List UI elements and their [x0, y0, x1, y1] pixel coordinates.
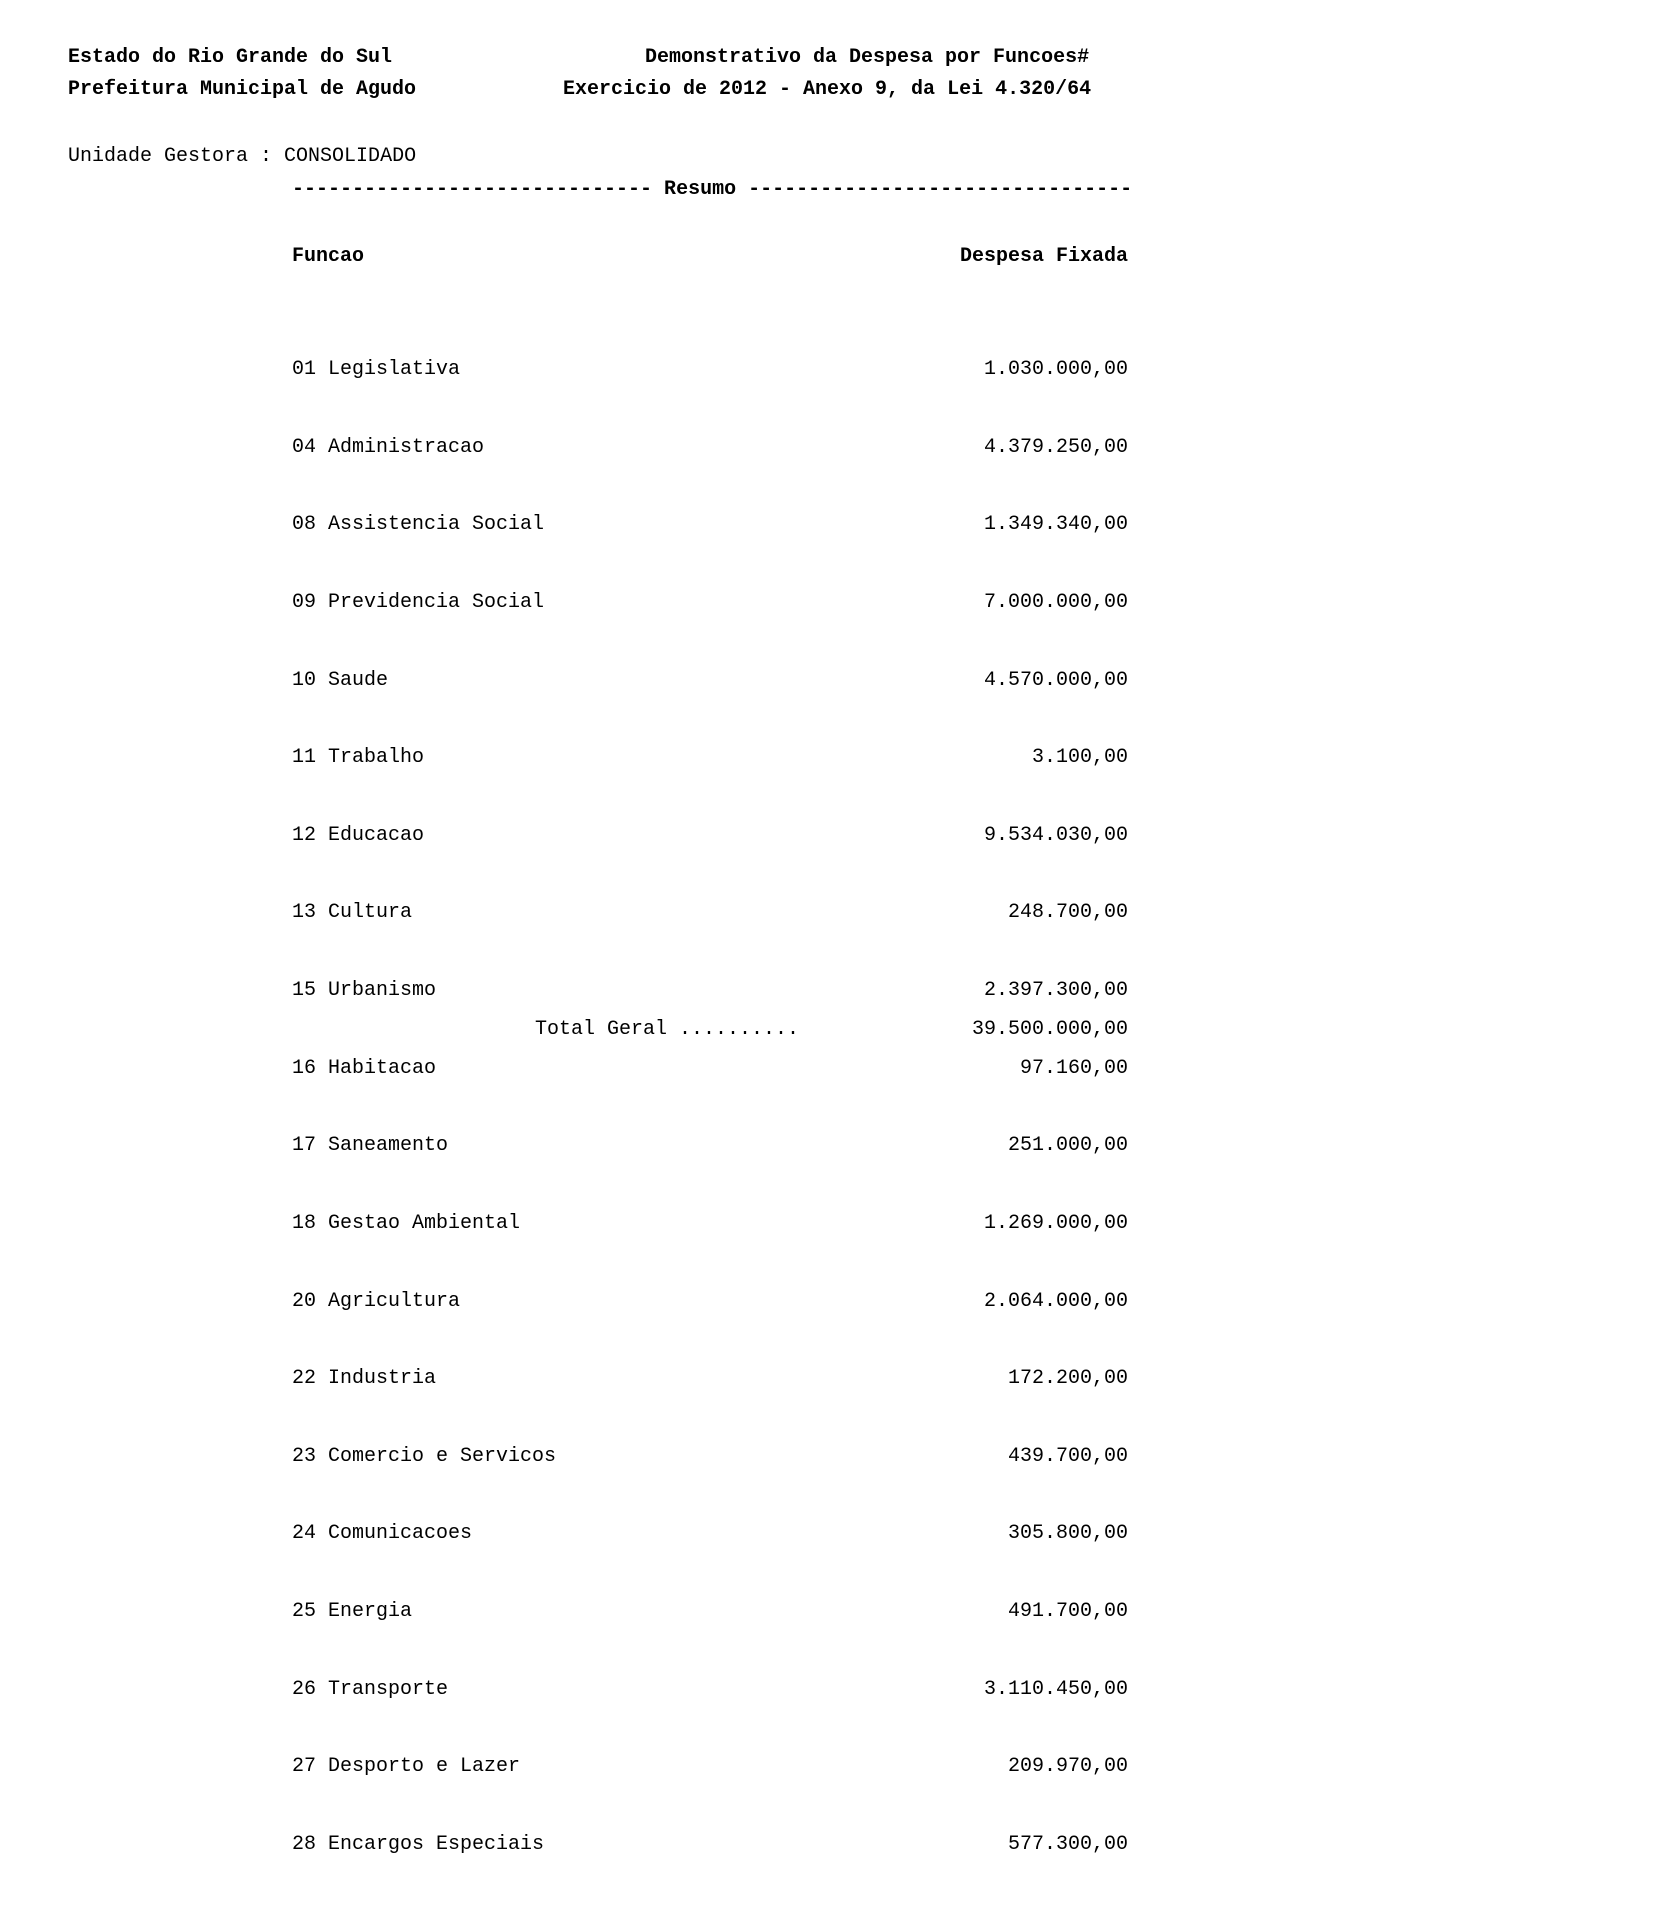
despesa-cell: 2.397.300,00 — [983, 979, 1128, 1002]
table-header-row — [292, 245, 1128, 268]
funcao-cell: 08 Assistencia Social — [292, 513, 545, 537]
report-title: Demonstrativo da Despesa por Funcoes# — [645, 46, 1090, 69]
funcao-cell: 17 Saneamento — [292, 1134, 449, 1158]
unidade-gestora-line — [68, 145, 416, 168]
total-row — [292, 1018, 1128, 1041]
table-row — [292, 665, 1128, 697]
municipality-name: Prefeitura Municipal de Agudo — [68, 78, 417, 101]
table-row — [292, 1363, 1128, 1395]
unidade-gestora-label: Unidade Gestora : — [68, 145, 273, 168]
despesa-cell: 4.379.250,00 — [983, 435, 1128, 459]
funcao-cell: 13 Cultura — [292, 901, 413, 925]
table-body — [292, 308, 1128, 1907]
funcao-cell: 16 Habitacao — [292, 1056, 437, 1080]
table-row — [292, 1829, 1128, 1861]
table-row — [292, 587, 1128, 619]
table-row — [292, 1518, 1128, 1550]
funcao-cell: 11 Trabalho — [292, 746, 425, 770]
despesa-cell: 3.110.450,00 — [983, 1677, 1128, 1701]
despesa-cell: 172.200,00 — [1007, 1367, 1128, 1391]
funcao-cell: 01 Legislativa — [292, 358, 461, 381]
table-row — [292, 432, 1128, 464]
despesa-cell: 2.064.000,00 — [983, 1289, 1128, 1313]
despesa-cell: 9.534.030,00 — [983, 823, 1128, 847]
despesa-cell: 4.570.000,00 — [983, 668, 1128, 692]
funcao-cell: 26 Transporte — [292, 1677, 449, 1701]
table-row — [292, 1596, 1128, 1628]
despesa-cell: 209.970,00 — [1007, 1755, 1128, 1779]
despesa-cell: 1.349.340,00 — [983, 513, 1128, 537]
table-row — [292, 897, 1128, 929]
state-name: Estado do Rio Grande do Sul — [68, 46, 393, 69]
table-row — [292, 820, 1128, 852]
total-label: Total Geral .......... — [535, 1018, 800, 1041]
funcao-cell: 28 Encargos Especiais — [292, 1832, 545, 1856]
funcao-cell: 10 Saude — [292, 668, 389, 692]
despesa-cell: 439.700,00 — [1007, 1444, 1128, 1468]
table-row — [292, 1674, 1128, 1706]
despesa-cell: 577.300,00 — [1007, 1832, 1128, 1856]
despesa-cell: 251.000,00 — [1007, 1134, 1128, 1158]
table-row — [292, 1053, 1128, 1085]
despesa-cell: 97.160,00 — [1019, 1056, 1128, 1080]
funcao-cell: 12 Educacao — [292, 823, 425, 847]
column-header-despesa-fixada: Despesa Fixada — [959, 245, 1128, 268]
funcao-cell: 18 Gestao Ambiental — [292, 1211, 521, 1235]
despesa-cell: 1.269.000,00 — [983, 1211, 1128, 1235]
funcao-cell: 15 Urbanismo — [292, 979, 437, 1002]
funcao-cell: 04 Administracao — [292, 435, 485, 459]
despesa-cell: 7.000.000,00 — [983, 590, 1128, 614]
table-row — [292, 1208, 1128, 1240]
table-row — [292, 742, 1128, 774]
table-row — [292, 1751, 1128, 1783]
table-row — [292, 1441, 1128, 1473]
column-header-funcao: Funcao — [292, 245, 365, 268]
despesa-cell: 3.100,00 — [1031, 746, 1128, 770]
table-row — [292, 354, 1128, 386]
funcao-cell: 23 Comercio e Servicos — [292, 1444, 557, 1468]
funcao-cell: 24 Comunicacoes — [292, 1522, 473, 1546]
report-subtitle: Exercicio de 2012 - Anexo 9, da Lei 4.320/64 — [563, 78, 1092, 101]
funcao-cell: 20 Agricultura — [292, 1289, 461, 1313]
resumo-divider: ------------------------------ Resumo -------------------------------- — [292, 178, 1133, 201]
despesa-cell: 491.700,00 — [1007, 1600, 1128, 1623]
table-row — [292, 509, 1128, 541]
table-row — [292, 1286, 1128, 1318]
table-row — [292, 975, 1128, 1007]
despesa-cell: 305.800,00 — [1007, 1522, 1128, 1546]
funcao-cell: 09 Previdencia Social — [292, 590, 545, 614]
unidade-gestora-value: CONSOLIDADO — [284, 145, 417, 168]
funcao-cell: 22 Industria — [292, 1367, 437, 1391]
despesa-cell: 248.700,00 — [1007, 901, 1128, 925]
funcao-cell: 27 Desporto e Lazer — [292, 1755, 521, 1779]
table-row — [292, 1130, 1128, 1162]
total-value: 39.500.000,00 — [971, 1018, 1128, 1041]
despesa-cell: 1.030.000,00 — [983, 358, 1128, 381]
funcao-cell: 25 Energia — [292, 1600, 413, 1623]
